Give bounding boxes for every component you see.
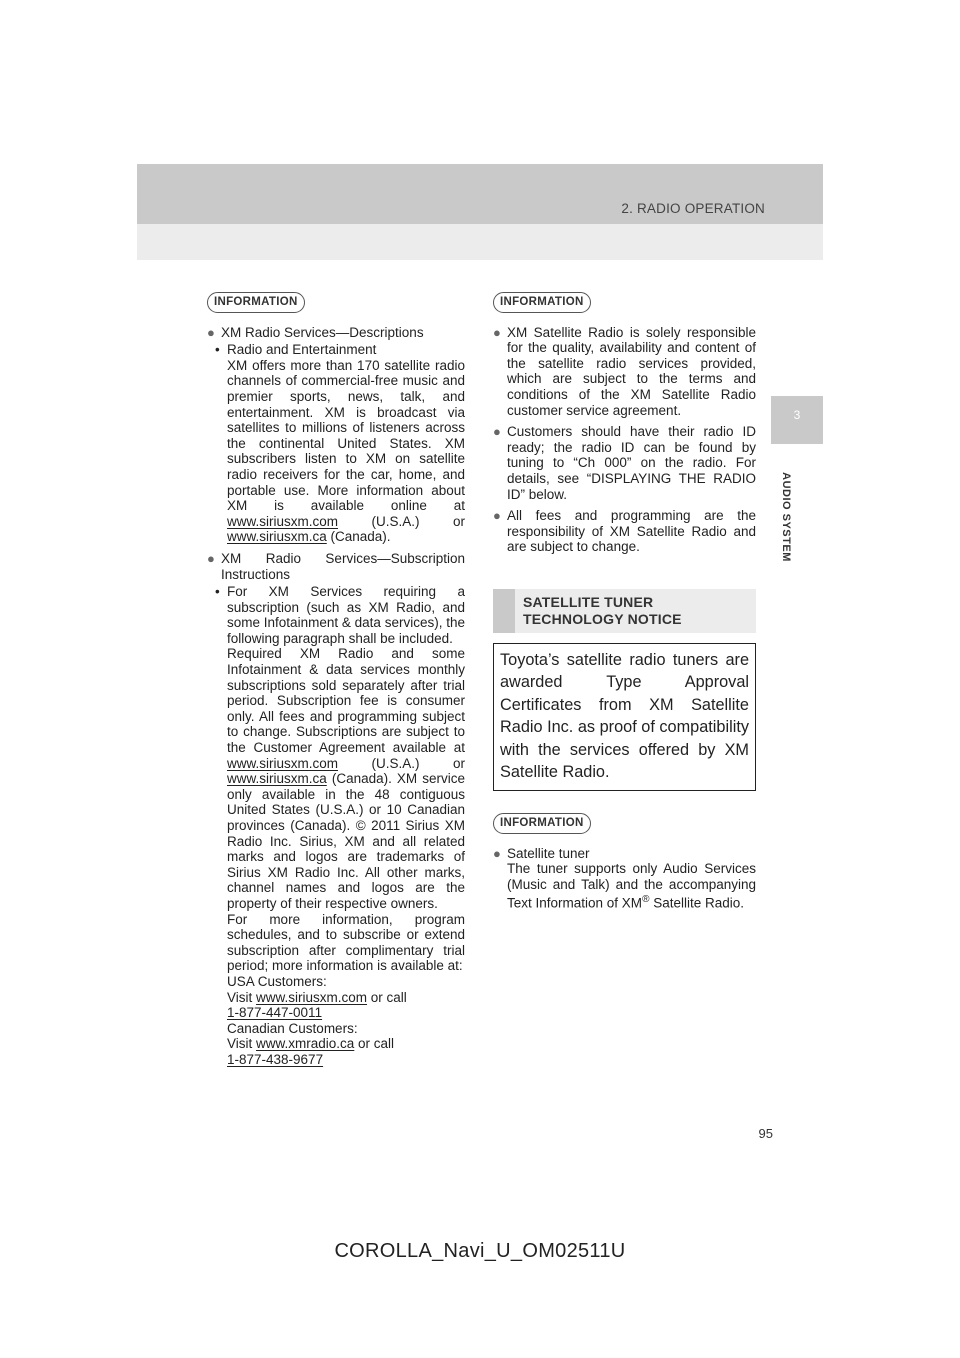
bullet-text: [507, 861, 756, 911]
bullet-icon: ●: [493, 324, 501, 340]
info-header: [493, 813, 756, 834]
section-heading: [493, 589, 756, 633]
bullet-title: Satellite tuner: [507, 845, 590, 861]
sub-bullet-icon: •: [215, 584, 220, 600]
footer-code: COROLLA_Navi_U_OM02511U: [334, 1240, 626, 1262]
link-siriusxm-ca[interactable]: www.siriusxm.ca: [227, 771, 327, 787]
sub-text: For more information, program schedules, and to subscribe or extend subscription after complimentary trial period; more information is available at:: [227, 911, 465, 974]
chapter-tab[interactable]: [771, 396, 823, 444]
text-span: or call: [367, 989, 407, 1005]
text-span: XM offers more than 170 satellite radio channels of commercial-free music and premier sports, news, talk, and entertainment. XM is broadcast via satellites to millions of listeners across the continental United States. XM subscribers listen to XM on satellite radio receivers for the car, home, and portable use. More information about XM is available online at: [227, 357, 465, 514]
visit-line: [227, 1036, 465, 1052]
visit-line: [227, 990, 465, 1006]
chapter-label: AUDIO SYSTEM: [780, 472, 792, 562]
section-heading-text: [523, 594, 682, 628]
usa-customers-label: USA Customers:: [227, 973, 327, 989]
information-badge: INFORMATION: [207, 292, 305, 313]
bullet-text: XM Satellite Radio is solely responsible for the quality, availability and content of the satellite radio services provided, which are subject to the terms and conditions of the XM Satellite Radio customer service agreement.: [507, 324, 756, 418]
phone-canada: 1-877-438-9677: [227, 1051, 324, 1067]
bullet-text: Customers should have their radio ID ready; the radio ID can be found by tuning to “Ch 000” on the radio. For details, see “DISPLAYING THE RADIO ID” below.: [507, 424, 756, 502]
chapter-label-vertical: [780, 462, 792, 572]
sub-text: [227, 646, 465, 911]
sub-item: [207, 342, 465, 545]
sub-text: For XM Services requiring a subscription (such as XM Radio, and some Infotainment & data services), the following paragraph shall be included.: [227, 584, 465, 646]
info-header: [207, 292, 465, 313]
bullet-title: XM Radio Services—Subscription Instructions: [221, 550, 465, 582]
heading-line: TECHNOLOGY NOTICE: [523, 610, 682, 627]
text-span: The tuner supports only Audio Services (Music and Talk) and the accompanying Text Information of XM: [507, 861, 756, 911]
list-item: [493, 325, 756, 419]
sub-item: [207, 584, 465, 1067]
bullet-icon: ●: [207, 324, 215, 340]
link-siriusxm-com[interactable]: www.siriusxm.com: [227, 755, 339, 771]
right-column: [493, 292, 756, 911]
link-siriusxm-com[interactable]: www.siriusxm.com: [227, 513, 339, 529]
notice-box: Toyota’s satellite radio tuners are awarded Type Approval Certificates from XM Satellite Radio Inc. as proof of compatibility with the services offered by XM Satellite Radio.: [493, 643, 756, 791]
bullet-icon: ●: [493, 424, 501, 440]
bullet-icon: ●: [493, 508, 501, 524]
link-xmradio-ca[interactable]: www.xmradio.ca: [256, 1036, 355, 1052]
information-badge: INFORMATION: [493, 292, 591, 313]
chapter-number: 3: [793, 408, 801, 422]
sub-bullet-icon: •: [215, 342, 220, 358]
text-span: (U.S.A.) or: [338, 513, 465, 529]
text-span: Visit: [227, 1036, 257, 1052]
list-item: [493, 846, 756, 912]
header-band: [137, 164, 823, 224]
information-badge: INFORMATION: [493, 813, 591, 834]
canadian-customers-label: Canadian Customers:: [227, 1020, 358, 1036]
phone-usa: 1-877-447-0011: [227, 1005, 323, 1021]
link-siriusxm-ca[interactable]: www.siriusxm.ca: [227, 529, 327, 545]
bullet-title: XM Radio Services—Descriptions: [221, 324, 424, 340]
text-span: (U.S.A.) or: [338, 755, 465, 771]
info-header: [493, 292, 756, 313]
heading-line: SATELLITE TUNER: [523, 593, 654, 610]
left-column: [207, 292, 465, 1068]
text-span: Required XM Radio and some Infotainment & data services monthly subscriptions sold separately after trial period. Subscription fee is consumer only. All fees and programming subject to change. Subscriptions are subject to the Customer Agreement available at: [227, 646, 465, 756]
header-subband: [137, 224, 823, 260]
bullet-icon: ●: [493, 845, 501, 861]
list-item: [493, 508, 756, 555]
registered-mark: ®: [642, 894, 650, 906]
section-title: 2. RADIO OPERATION: [621, 201, 765, 216]
list-item: [493, 424, 756, 502]
text-span: (Canada). XM service only available in the 48 contiguous United States (U.S.A.) or 10 Canadian provinces (Canada). © 2011 Sirius XM Radio Inc. Sirius, XM and all related marks and logos are trademarks of Sirius XM Radio Inc. All other marks, channel names and logos are the property of their respective owners.: [227, 771, 465, 911]
list-item: [207, 325, 465, 341]
text-span: (Canada).: [326, 529, 391, 545]
bullet-text: All fees and programming are the responsibility of XM Satellite Radio and are subject to change.: [507, 508, 756, 555]
text-span: or call: [354, 1036, 395, 1052]
text-span: Visit: [227, 989, 257, 1005]
sub-text: [227, 358, 465, 545]
text-span: Satellite Radio.: [649, 895, 744, 911]
list-item: [207, 551, 465, 582]
link-siriusxm-com[interactable]: www.siriusxm.com: [256, 989, 368, 1005]
sub-title: Radio and Entertainment: [227, 342, 377, 358]
bullet-icon: ●: [207, 550, 215, 566]
section-heading-bar: [493, 589, 515, 633]
page-number: 95: [758, 1126, 773, 1141]
